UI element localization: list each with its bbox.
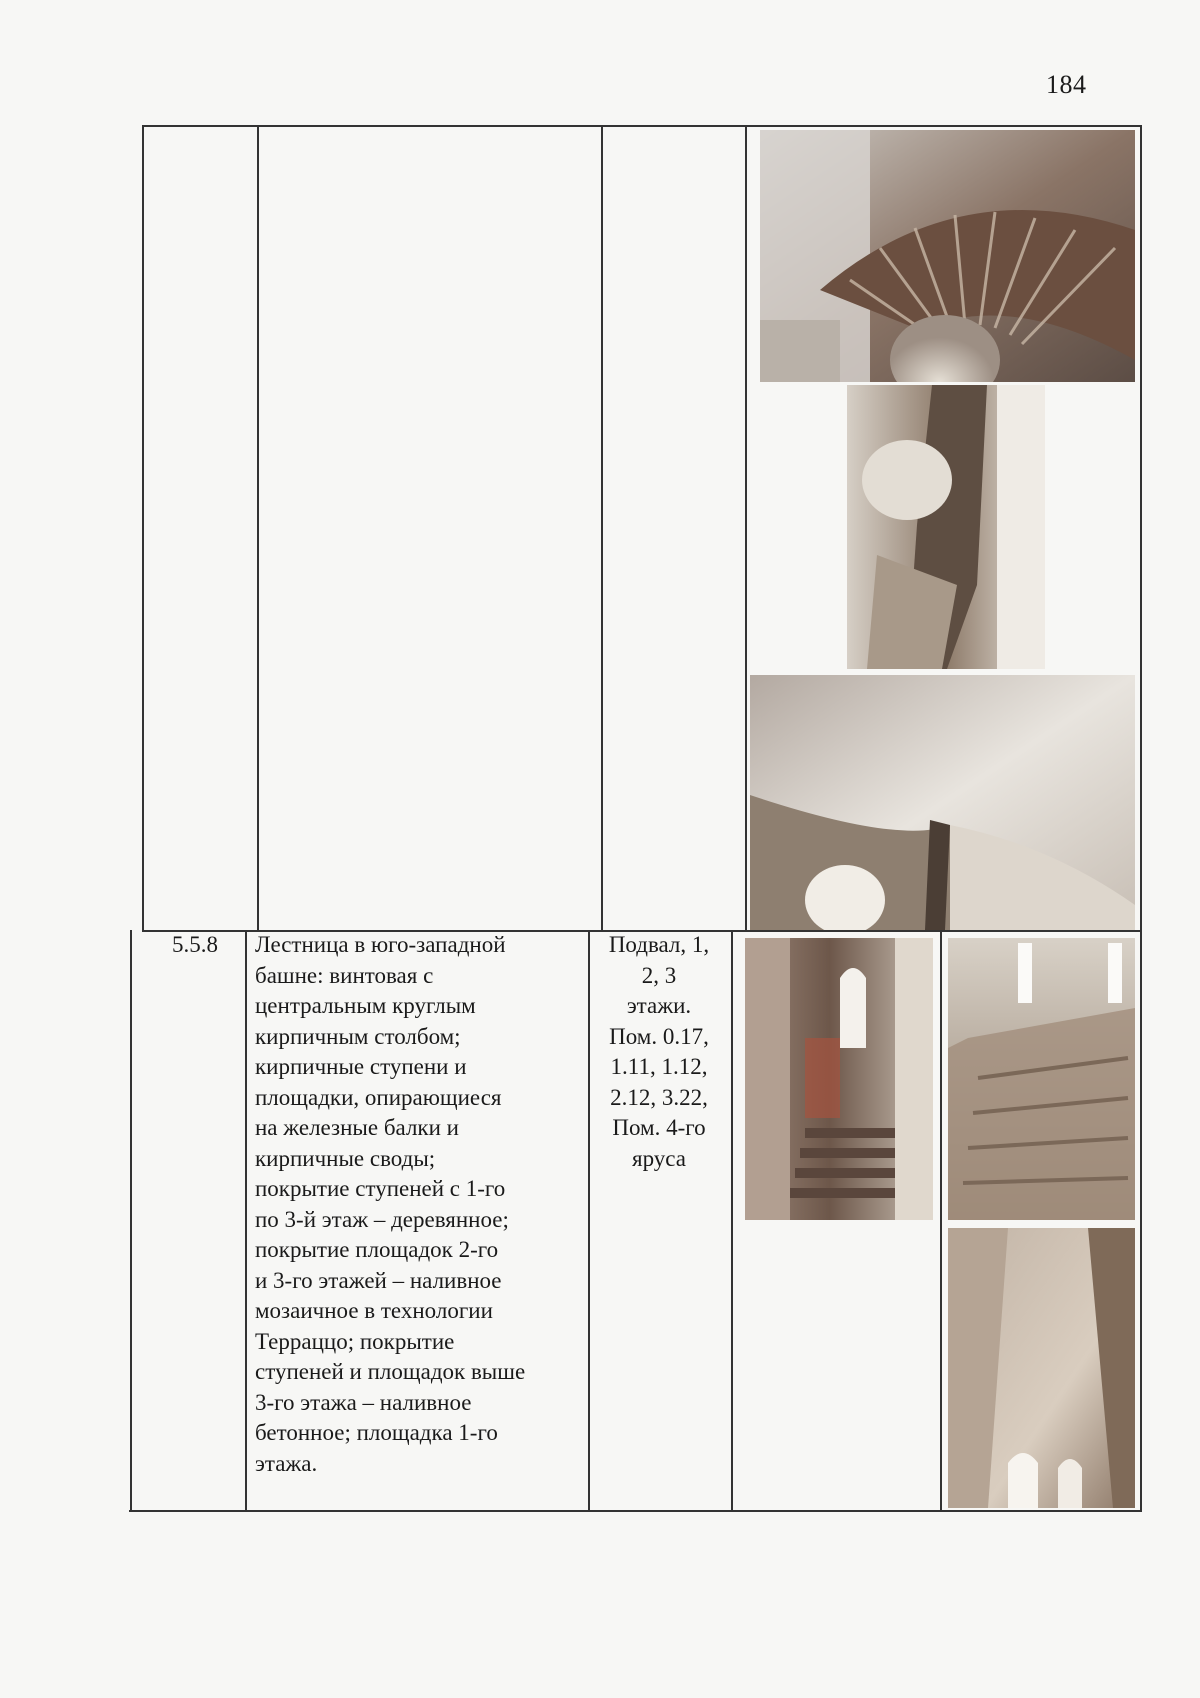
desc-line: и 3-го этажей – наливное xyxy=(255,1267,502,1293)
col-divider-3-upper xyxy=(745,125,747,930)
desc-line: на железные балки и xyxy=(255,1115,459,1140)
desc-line: бетонное; площадка 1-го xyxy=(255,1420,498,1445)
table-top-border xyxy=(142,125,1142,127)
row-description xyxy=(255,930,585,1479)
loc-line: Пом. 0.17, xyxy=(609,1023,709,1049)
row-location xyxy=(588,930,730,1174)
col-divider-3-lower xyxy=(731,930,733,1510)
table-left-border-upper xyxy=(142,125,144,930)
stair-with-window-photo xyxy=(745,938,933,1220)
desc-line: площадки, опирающиеся xyxy=(255,1084,502,1110)
table-right-border xyxy=(1140,125,1142,1510)
desc-line: кирпичные ступени и xyxy=(255,1054,467,1079)
col-divider-1-upper xyxy=(257,125,259,930)
photo-col-divider xyxy=(940,930,942,1510)
table-left-border-lower xyxy=(130,930,132,1510)
desc-line: покрытие ступеней с 1-го xyxy=(255,1176,506,1201)
col-divider-1-lower xyxy=(245,930,247,1510)
desc-line: башне: винтовая с xyxy=(255,962,434,988)
desc-line: Лестница в юго-западной xyxy=(255,932,506,957)
desc-line: по 3-й этаж – деревянное; xyxy=(255,1206,509,1232)
desc-line: кирпичным столбом; xyxy=(255,1023,461,1049)
loc-line: 1.11, 1.12, xyxy=(610,1054,708,1079)
desc-line: ступеней и площадок выше xyxy=(255,1359,526,1384)
desc-line: 3-го этажа – наливное xyxy=(255,1389,472,1415)
loc-line: яруса xyxy=(632,1145,686,1171)
loc-line: Пом. 4-го xyxy=(612,1115,706,1140)
row-number: 5.5.8 xyxy=(172,932,218,957)
desc-line: этажа. xyxy=(255,1450,318,1476)
stair-steps-light-photo xyxy=(948,938,1135,1220)
loc-line: Подвал, 1, xyxy=(608,932,710,957)
desc-line: кирпичные своды; xyxy=(255,1145,436,1171)
desc-line: центральным круглым xyxy=(255,993,476,1018)
spiral-stair-top-view-photo xyxy=(760,130,1135,382)
loc-line: 2.12, 3.22, xyxy=(610,1084,708,1110)
loc-line: этажи. xyxy=(626,993,692,1018)
desc-line: Терраццо; покрытие xyxy=(255,1328,455,1354)
narrow-stair-passage-photo xyxy=(847,385,1045,669)
loc-line: 2, 3 xyxy=(641,962,677,988)
page-number: 184 xyxy=(1046,70,1087,99)
col-divider-2-upper xyxy=(601,125,603,930)
desc-line: покрытие площадок 2-го xyxy=(255,1237,499,1262)
desc-line: мозаичное в технологии xyxy=(255,1298,493,1323)
stair-vault-arches-photo xyxy=(948,1228,1135,1508)
table-bottom-border xyxy=(129,1510,1142,1512)
curved-stair-vault-photo xyxy=(750,675,1135,930)
